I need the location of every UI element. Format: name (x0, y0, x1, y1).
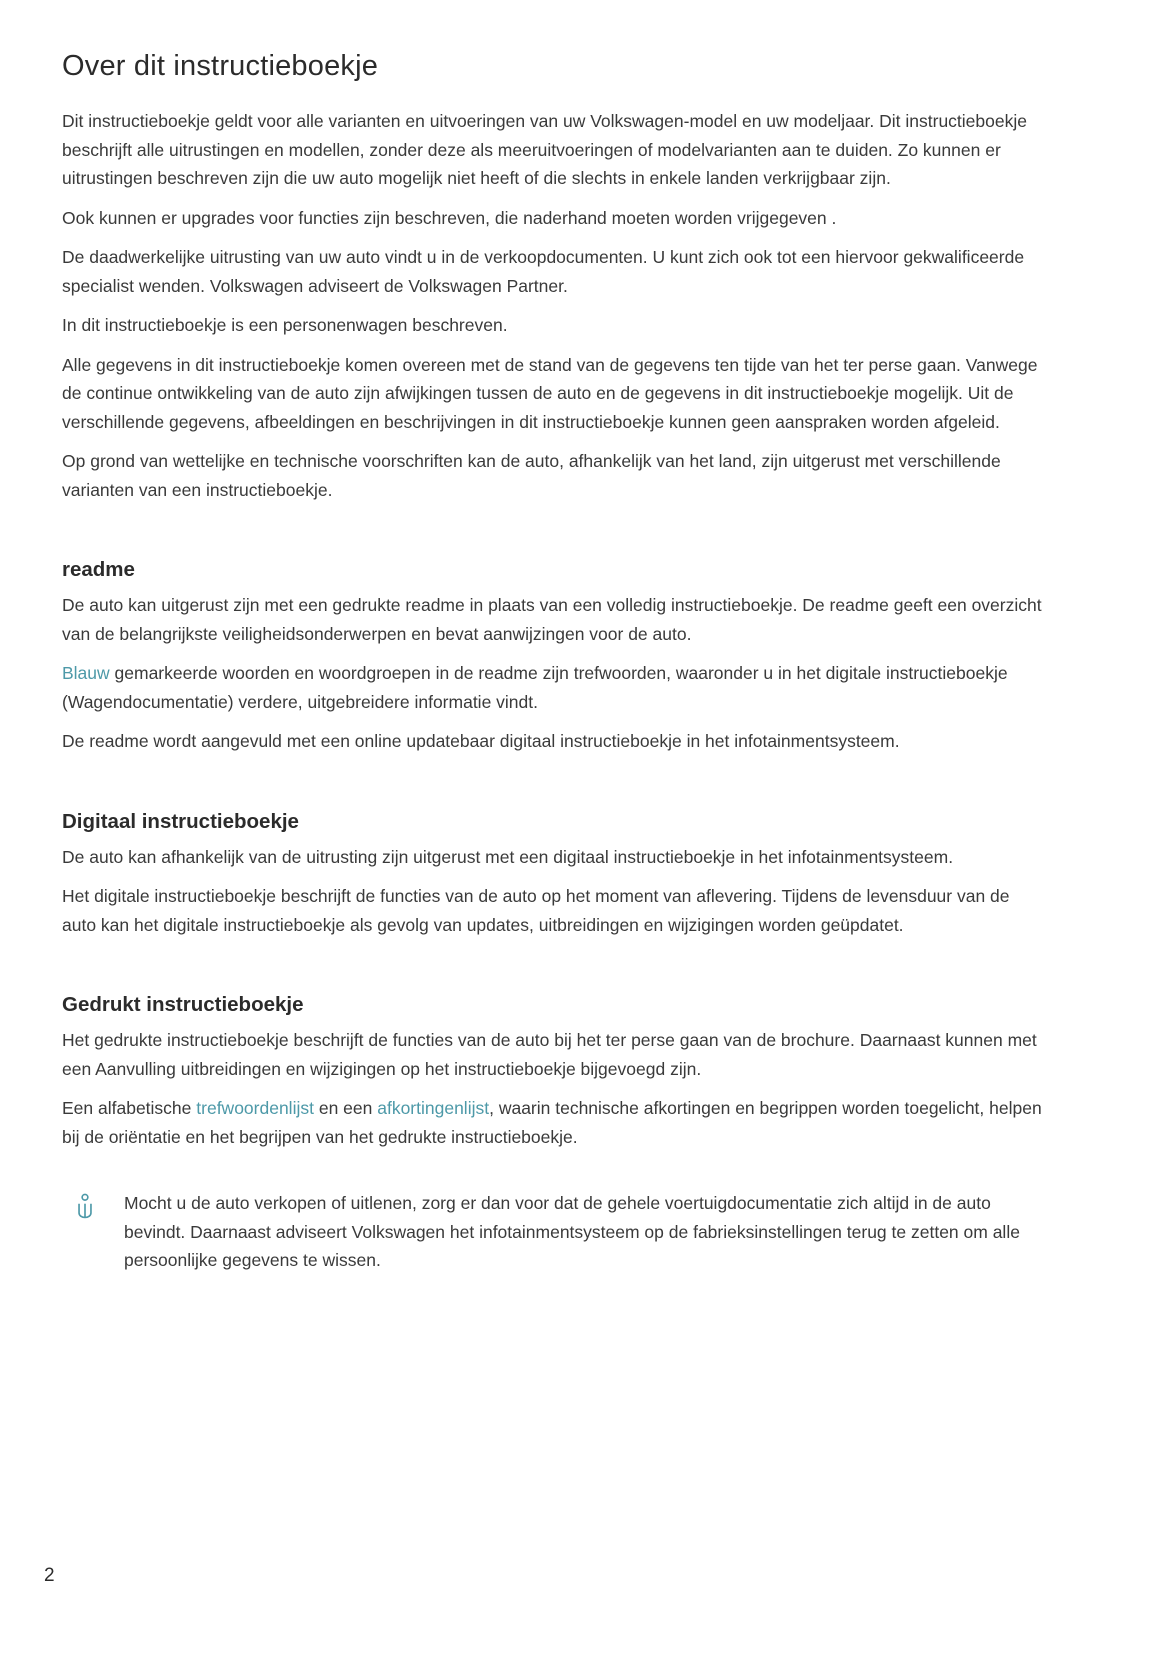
readme-paragraph-2 (62, 659, 1047, 716)
readme-paragraph-1: De auto kan uitgerust zijn met een gedrukte readme in plaats van een volledig instructieboekje. De readme geeft een overzicht van de belangrijkste veiligheidsonderwerpen en bevat aanwijzingen voor de auto. (62, 595, 1042, 644)
section-heading-printed: Gedrukt instructieboekje (62, 993, 304, 1016)
note-block (62, 1189, 1047, 1275)
page-title: Over dit instructieboekje (62, 50, 379, 82)
section-heading-digital: Digitaal instructieboekje (62, 809, 299, 833)
printed-paragraph-2-mid: en een (313, 1098, 378, 1118)
printed-paragraph-2-rest: , waarin technische afkortingen en begrippen worden toegelicht, helpen bij de oriëntatie en het begrijpen van het gedrukte instructieboekje. (62, 1098, 1042, 1147)
intro-paragraph-2: Ook kunnen er upgrades voor functies zijn beschreven, die naderhand moeten worden vrijgegeven . (62, 207, 837, 228)
digital-paragraph-1: De auto kan afhankelijk van de uitrusting zijn uitgerust met een digitaal instructieboekje in het infotainmentsysteem. (62, 846, 954, 867)
intro-paragraph-3: De daadwerkelijke uitrusting van uw auto vindt u in de verkoopdocumenten. U kunt zich ook tot een hiervoor gekwalificeerde specialist wenden. Volkswagen adviseert de Volkswagen Partner. (62, 247, 1025, 296)
page-number: 2 (44, 1565, 55, 1586)
intro-paragraph-5: Alle gegevens in dit instructieboekje komen overeen met de stand van de gegevens ten tijde van het ter perse gaan. Vanwege de continue ontwikkeling van de auto zijn afwijkingen tussen de auto en de gegevens in dit instructieboekje mogelijk. Uit de verschillende gegevens, afbeeldingen en beschrijvingen in dit instructieboekje kunnen geen aanspraken worden afgeleid. (62, 354, 1038, 432)
printed-paragraph-2-pre: Een alfabetische (62, 1098, 197, 1118)
readme-paragraph-2-text: gemarkeerde woorden en woordgroepen in de readme zijn trefwoorden, waaronder u in het digitale instructieboekje (Wagendocumentatie) verdere, uitgebreidere informatie vindt. (62, 663, 1008, 712)
intro-paragraph-6: Op grond van wettelijke en technische voorschriften kan de auto, afhankelijk van het land, zijn uitgerust met verschillende varianten van een instructieboekje. (62, 451, 1001, 500)
printed-paragraph-1: Het gedrukte instructieboekje beschrijft de functies van de auto bij het ter perse gaan van de brochure. Daarnaast kunnen met een Aanvulling uitbreidingen en wijzigingen op het instructieboekje bijgevoegd zijn. (62, 1030, 1037, 1079)
printed-paragraph-2 (62, 1094, 1047, 1151)
intro-paragraph-1: Dit instructieboekje geldt voor alle varianten en uitvoeringen van uw Volkswagen-model en uw modeljaar. Dit instructieboekje beschrijft alle uitrustingen en modellen, zonder deze als meeruitvoeringen of modelvarianten aan te duiden. Zo kunnen er uitrustingen beschreven zijn die uw auto mogelijk niet heeft of die slechts in enkele landen verkrijgbaar zijn. (62, 111, 1027, 188)
readme-paragraph-3: De readme wordt aangevuld met een online updatebaar digitaal instructieboekje in het infotainmentsysteem. (62, 731, 900, 751)
booklet-info-icon (74, 1189, 100, 1225)
keyword-index-link[interactable]: trefwoordenlijst (196, 1098, 314, 1118)
blauw-highlighted-word: Blauw (62, 663, 110, 683)
abbreviation-list-link[interactable]: afkortingenlijst (377, 1098, 490, 1118)
section-heading-readme: readme (62, 558, 135, 581)
intro-paragraph-4: In dit instructieboekje is een personenwagen beschreven. (62, 315, 508, 335)
digital-paragraph-2: Het digitale instructieboekje beschrijft de functies van de auto op het moment van aflevering. Tijdens de levensduur van de auto kan het digitale instructieboekje als gevolg van updates, uitbreidingen en wijzigingen worden geüpdatet. (62, 886, 1010, 935)
note-text: Mocht u de auto verkopen of uitlenen, zorg er dan voor dat de gehele voertuigdocumentatie zich altijd in de auto bevindt. Daarnaast adviseert Volkswagen het infotainmentsysteem op de fabrieksinstellingen terug te zetten om alle persoonlijke gegevens te wissen. (124, 1193, 1020, 1270)
